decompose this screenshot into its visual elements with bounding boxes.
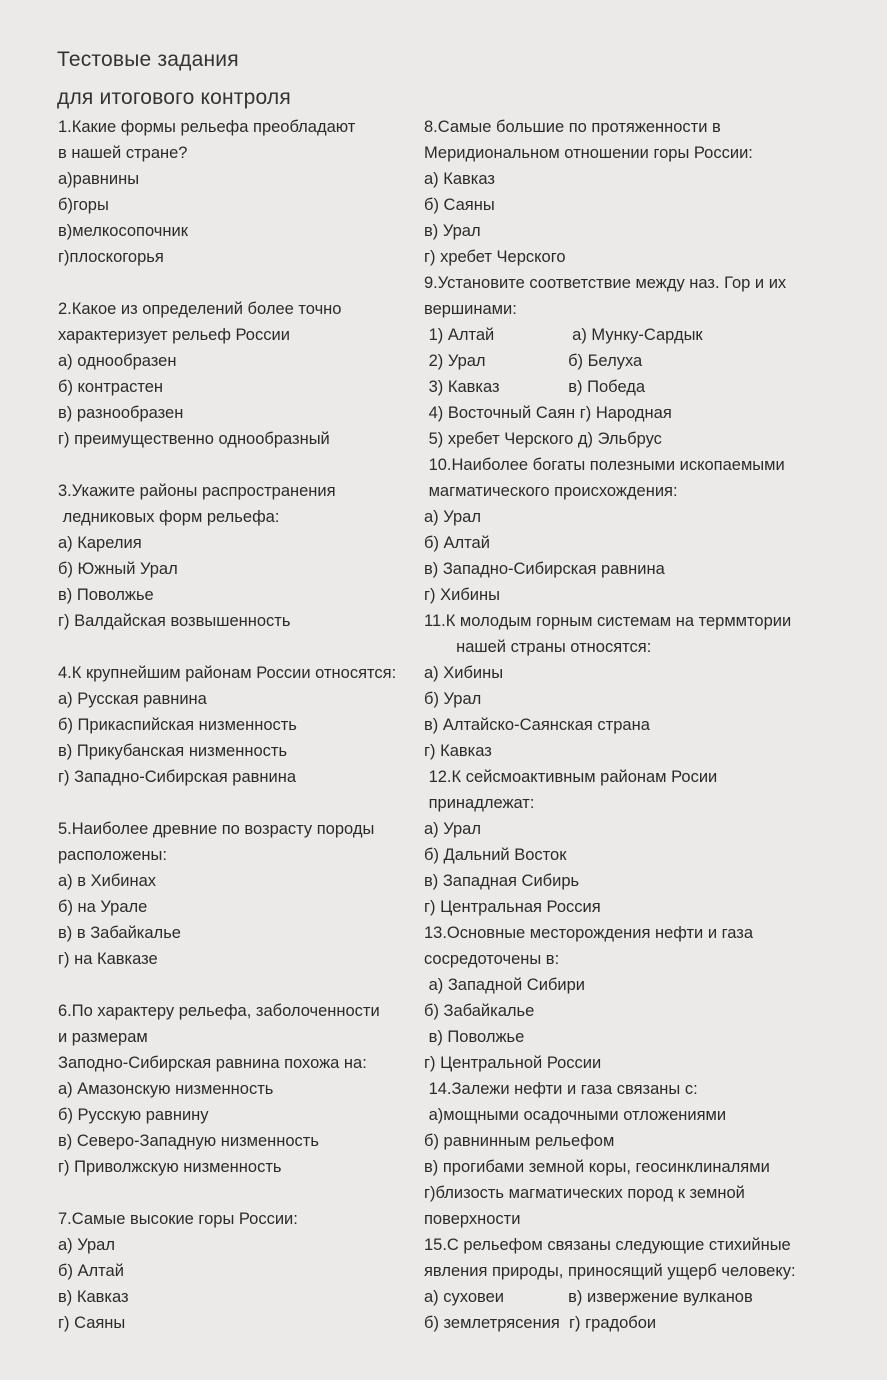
question-line: 6.По характеру рельефа, заболоченности [58,1002,380,1020]
question-line: нашей страны относятся: [424,638,652,656]
answer-option: в)мелкосопочник [58,222,188,240]
answer-option: в) Поволжье [424,1028,525,1046]
answer-option: а) Карелия [58,534,142,552]
answer-option: а) Хибины [424,664,504,682]
answer-option: а) Урал [424,820,481,838]
match-row: 4) Восточный Саян г) Народная [424,404,672,422]
answer-option: б) землетрясения г) градобои [424,1314,657,1332]
answer-option: б) Саяны [424,196,495,214]
answer-option: б) Алтай [424,534,490,552]
answer-option: в) Западная Сибирь [424,872,580,890]
answer-option: а) Западной Сибири [424,976,586,994]
question-line: характеризует рельеф России [58,326,290,344]
answer-option: а)равнины [58,170,140,188]
question-line: 8.Самые большие по протяженности в [424,118,721,136]
question-line: 2.Какое из определений более точно [58,300,342,318]
answer-option: б)горы [58,196,109,214]
answer-option: б) Русскую равнину [58,1106,209,1124]
question-line: 14.Залежи нефти и газа связаны с: [424,1080,698,1098]
answer-option: в) разнообразен [58,404,184,422]
answer-option: г) преимущественно однообразный [58,430,330,448]
answer-option: г) Центральная Россия [424,898,601,916]
answer-option: а) суховеи в) извержение вулканов [424,1288,753,1306]
answer-option: в) Урал [424,222,481,240]
answer-option: б) Дальний Восток [424,846,567,864]
question-line: и размерам [58,1028,148,1046]
match-row: 5) хребет Черского д) Эльбрус [424,430,662,448]
answer-option: а) Урал [424,508,481,526]
answer-option: б) контрастен [58,378,164,396]
answer-option: г) на Кавказе [58,950,158,968]
question-line: 5.Наиболее древние по возрасту породы [58,820,375,838]
answer-option: г)плоскогорья [58,248,164,266]
question-line: принадлежат: [424,794,535,812]
answer-option: г) Хибины [424,586,500,604]
question-line: 3.Укажите районы распространения [58,482,336,500]
question-line: 1.Какие формы рельефа преобладают [58,118,356,136]
page-subtitle: для итогового контроля [57,86,291,109]
answer-option: а)мощными осадочными отложениями [424,1106,727,1124]
answer-option: в) Западно-Сибирская равнина [424,560,665,578]
question-line: Меридиональном отношении горы России: [424,144,753,162]
question-line: в нашей стране? [58,144,188,162]
question-line: вершинами: [424,300,517,318]
answer-option: б) Алтай [58,1262,124,1280]
answer-option: а) Амазонскую низменность [58,1080,274,1098]
answer-option: в) в Забайкалье [58,924,181,942]
answer-option: в) Поволжье [58,586,154,604]
match-row: 2) Урал б) Белуха [424,352,643,370]
question-line: 4.К крупнейшим районам России относятся: [58,664,397,682]
question-line: явления природы, приносящий ущерб человеку: [424,1262,796,1280]
question-line: Заподно-Сибирская равнина похожа на: [58,1054,367,1072]
answer-option: в) Алтайско-Саянская страна [424,716,650,734]
answer-option: б) на Урале [58,898,148,916]
question-line: 12.К сейсмоактивным районам Росии [424,768,718,786]
answer-option: г) Центральной России [424,1054,602,1072]
answer-option: г)близость магматических пород к земной [424,1184,745,1202]
answer-option: б) Урал [424,690,482,708]
answer-option: г) хребет Черского [424,248,566,266]
question-line: 10.Наиболее богаты полезными ископаемыми [424,456,785,474]
match-row: 1) Алтай а) Мунку-Сардык [424,326,703,344]
answer-option: а) Кавказ [424,170,495,188]
answer-option: в) прогибами земной коры, геосинклиналями [424,1158,770,1176]
answer-option: б) равнинным рельефом [424,1132,615,1150]
answer-option: г) Приволжскую низменность [58,1158,282,1176]
question-line: 9.Установите соответствие между наз. Гор и их [424,274,787,292]
answer-option: г) Кавказ [424,742,492,760]
answer-option: г) Валдайская возвышенность [58,612,291,630]
question-line: 11.К молодым горным системам на терммтории [424,612,792,630]
question-line: расположены: [58,846,167,864]
answer-option: б) Забайкалье [424,1002,535,1020]
answer-option: поверхности [424,1210,521,1228]
question-line: 15.С рельефом связаны следующие стихийные [424,1236,791,1254]
question-line: ледниковых форм рельефа: [58,508,280,526]
answer-option: а) Урал [58,1236,115,1254]
question-line: сосредоточены в: [424,950,560,968]
answer-option: г) Саяны [58,1314,126,1332]
answer-option: в) Кавказ [58,1288,129,1306]
answer-option: б) Южный Урал [58,560,178,578]
answer-option: а) Русская равнина [58,690,207,708]
question-line: магматического происхождения: [424,482,678,500]
answer-option: а) однообразен [58,352,177,370]
answer-option: а) в Хибинах [58,872,157,890]
answer-option: б) Прикаспийская низменность [58,716,297,734]
question-line: 7.Самые высокие горы России: [58,1210,298,1228]
answer-option: г) Западно-Сибирская равнина [58,768,297,786]
page-title: Тестовые задания [57,48,239,71]
answer-option: в) Северо-Западную низменность [58,1132,319,1150]
answer-option: в) Прикубанская низменность [58,742,288,760]
match-row: 3) Кавказ в) Победа [424,378,646,396]
question-line: 13.Основные месторождения нефти и газа [424,924,754,942]
